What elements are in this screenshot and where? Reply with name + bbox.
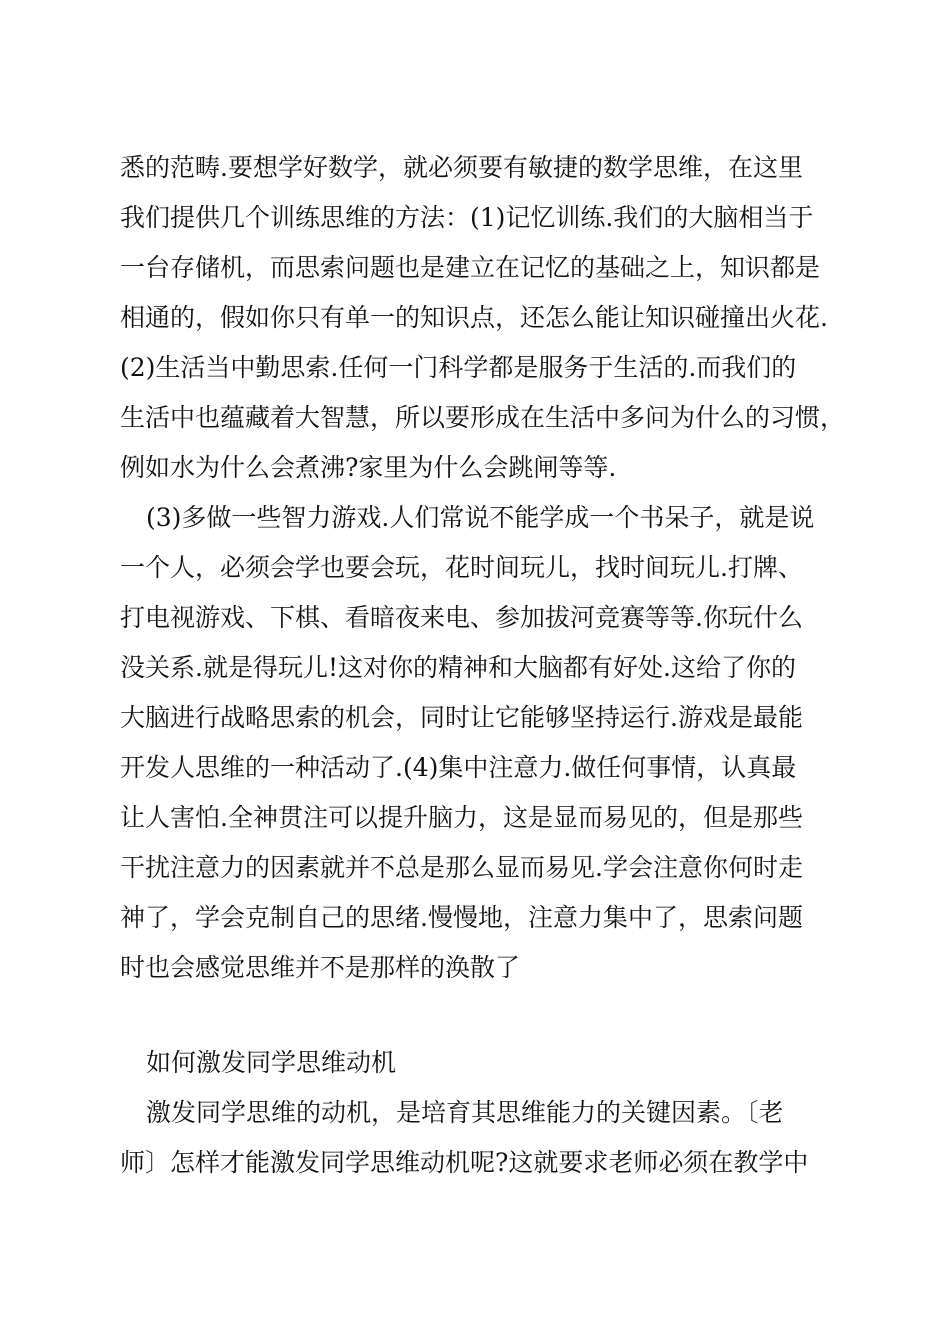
- text-line: 一台存储机，而思索问题也是建立在记忆的基础之上，知识都是: [120, 253, 821, 282]
- text-line: 相通的，假如你只有单一的知识点，还怎么能让知识碰撞出火花.: [120, 303, 828, 332]
- text-line: 打电视游戏、下棋、看暗夜来电、参加拔河竞赛等等.你玩什么: [120, 603, 803, 632]
- text-line: 一个人，必须会学也要会玩，花时间玩儿，找时间玩儿.打牌、: [120, 553, 803, 582]
- text-line: (3)多做一些智力游戏.人们常说不能学成一个书呆子，就是说: [146, 503, 815, 532]
- text-line: 师〕怎样才能激发同学思维动机呢?这就要求老师必须在教学中: [120, 1148, 809, 1177]
- text-line: 大脑进行战略思索的机会，同时让它能够坚持运行.游戏是最能: [120, 703, 803, 732]
- text-line: 干扰注意力的因素就并不总是那么显而易见.学会注意你何时走: [120, 853, 803, 882]
- text-line: 开发人思维的一种活动了.(4)集中注意力.做任何事情，认真最: [120, 753, 797, 782]
- text-line: 神了，学会克制自己的思绪.慢慢地，注意力集中了，思索问题: [120, 903, 803, 932]
- section-heading: 如何激发同学思维动机: [146, 1048, 397, 1077]
- text-line: 例如水为什么会煮沸?家里为什么会跳闸等等.: [120, 453, 617, 482]
- text-line: 时也会感觉思维并不是那样的涣散了: [120, 953, 521, 982]
- text-line: 生活中也蕴藏着大智慧，所以要形成在生活中多问为什么的习惯，: [120, 403, 846, 432]
- text-line: 我们提供几个训练思维的方法：(1)记忆训练.我们的大脑相当于: [120, 203, 814, 232]
- text-line: 让人害怕.全神贯注可以提升脑力，这是显而易见的，但是那些: [120, 803, 803, 832]
- text-line: (2)生活当中勤思索.任何一门科学都是服务于生活的.而我们的: [120, 353, 797, 382]
- text-line: 激发同学思维的动机，是培育其思维能力的关键因素。〔老: [146, 1098, 784, 1127]
- text-line: 没关系.就是得玩儿!这对你的精神和大脑都有好处.这给了你的: [120, 653, 796, 682]
- text-line: 悉的范畴.要想学好数学，就必须要有敏捷的数学思维，在这里: [120, 153, 803, 182]
